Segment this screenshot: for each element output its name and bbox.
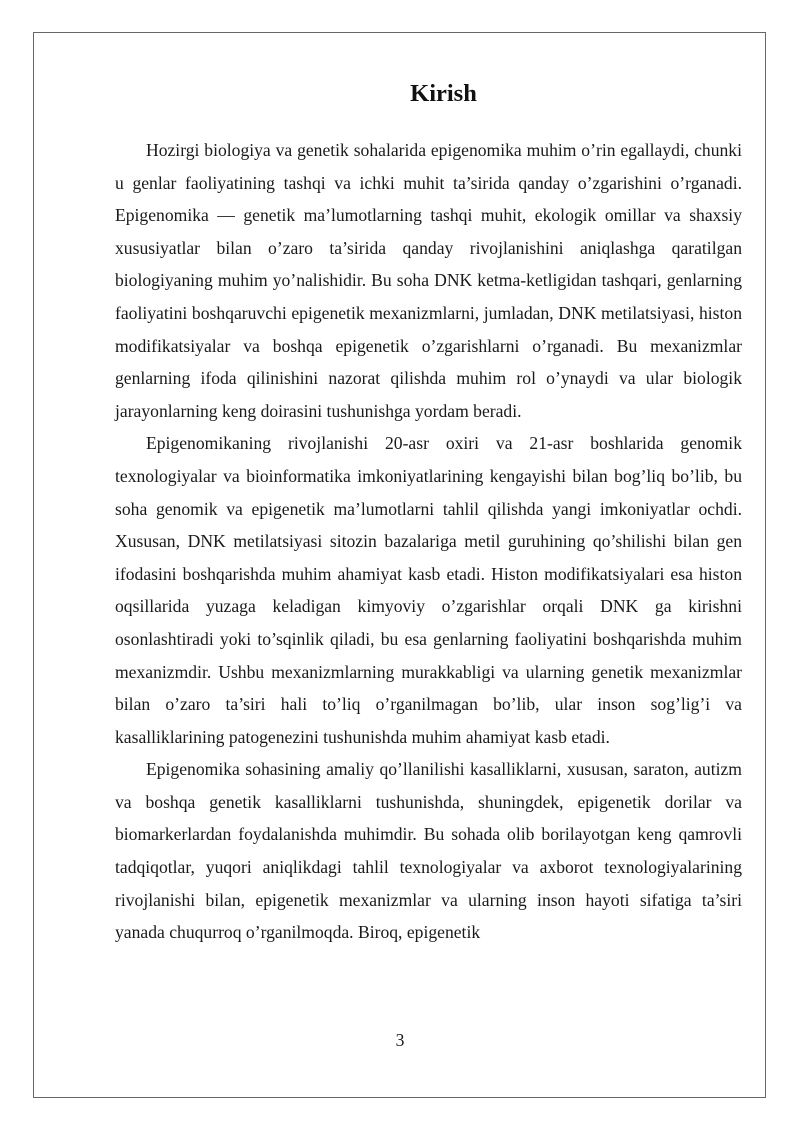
document-body <box>115 75 742 949</box>
section-title: Kirish <box>410 80 477 107</box>
paragraph-3: Epigenomika sohasining amaliy qo’llanilishi kasalliklarni, xususan, saraton, autizm va boshqa genetik kasalliklarni tushunishda, shuningdek, epigenetik dorilar va biomarkerlardan foydalanishda muhimdir. Bu sohada olib borilayotgan keng qamrovli tadqiqotlar, yuqori aniqlikdagi tahlil texnologiyalar va axborot texnologiyalarining rivojlanishi bilan, epigenetik mexanizmlar va ularning inson hayoti sifatiga ta’siri yanada chuqurroq o’rganilmoqda. Biroq, epigenetik <box>115 759 742 943</box>
paragraph-1: Hozirgi biologiya va genetik sohalarida epigenomika muhim o’rin egallaydi, chunki u genlar faoliyatining tashqi va ichki muhit ta’sirida qanday o’zgarishini o’rganadi. Epigenomika — genetik ma’lumotlarning tashqi muhit, ekologik omillar va shaxsiy xususiyatlar bilan o’zaro ta’sirida qanday rivojlanishini aniqlashga qaratilgan biologiyaning muhim yo’nalishidir. Bu soha DNK ketma-ketligidan tashqari, genlarning faoliyatini boshqaruvchi epigenetik mexanizmlarni, jumladan, DNK metilatsiyasi, histon modifikatsiyalar va boshqa epigenetik o’zgarishlarni o’rganadi. Bu mexanizmlar genlarning ifoda qilinishini nazorat qilishda muhim rol o’ynaydi va ular biologik jarayonlarning keng doirasini tushunishga yordam beradi. <box>115 140 742 421</box>
paragraph-2: Epigenomikaning rivojlanishi 20-asr oxiri va 21-asr boshlarida genomik texnologiyalar va bioinformatika imkoniyatlarining kengayishi bilan bog’liq bo’lib, bu soha genomik va epigenetik ma’lumotlarni tahlil qilishda yangi imkoniyatlar ochdi. Xususan, DNK metilatsiyasi sitozin bazalariga metil guruhining qo’shilishi bilan gen ifodasini boshqarishda muhim ahamiyat kasb etadi. Histon modifikatsiyalari esa histon oqsillarida yuzaga keladigan kimyoviy o’zgarishlar orqali DNK ga kirishni osonlashtiradi yoki to’sqinlik qiladi, bu esa genlarning faoliyatini boshqarishda muhim mexanizmdir. Ushbu mexanizmlarning murakkabligi va ularning genetik mexanizmlar bilan o’zaro ta’siri hali to’liq o’rganilmagan bo’lib, ular inson sog’lig’i va kasalliklarining patogenezini tushunishda muhim ahamiyat kasb etadi. <box>115 433 742 747</box>
page-number: 3 <box>395 1030 405 1050</box>
